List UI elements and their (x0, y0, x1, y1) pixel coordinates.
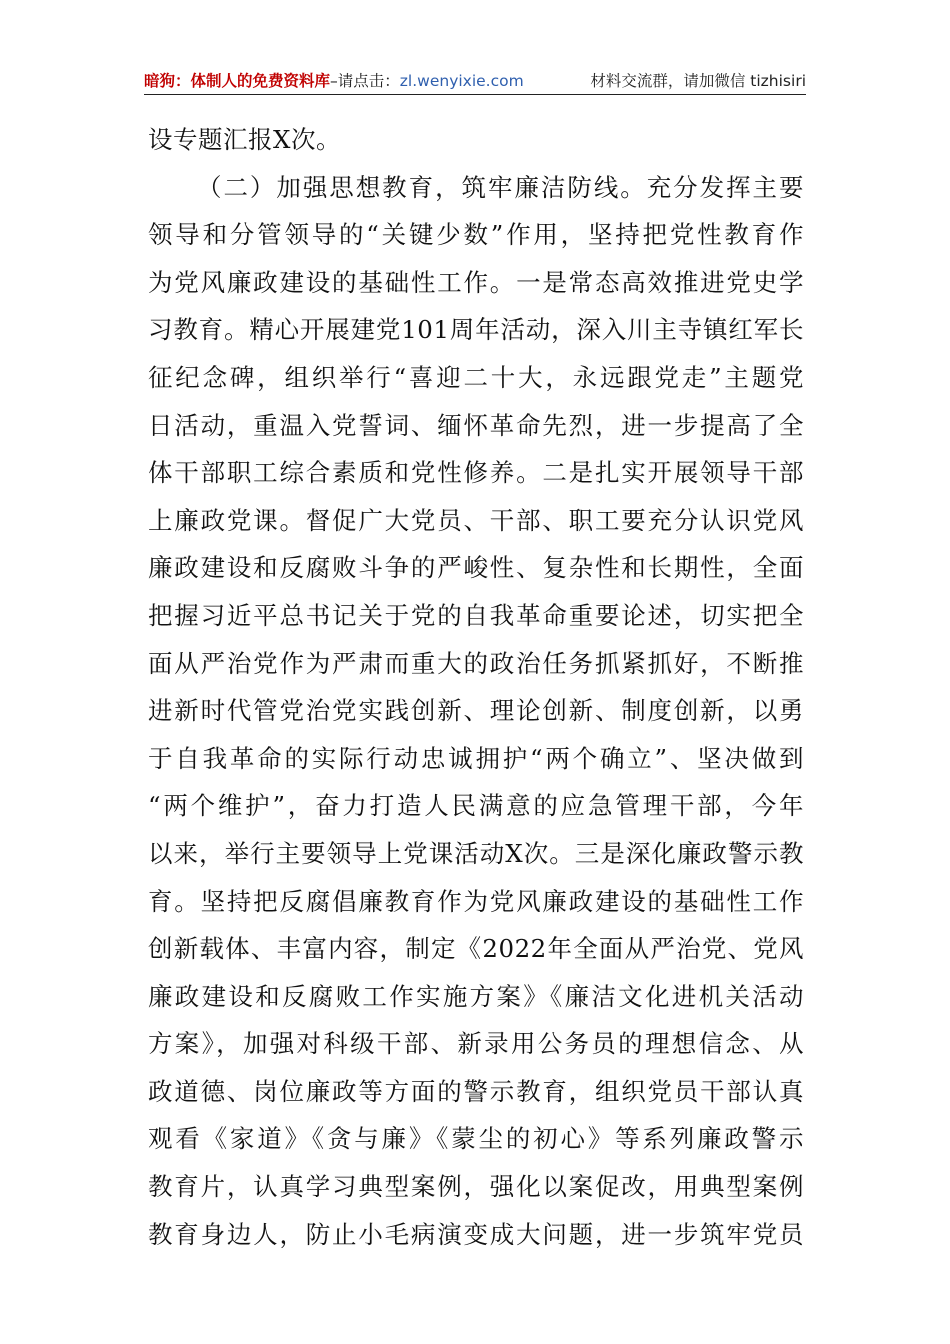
page-header (144, 68, 806, 95)
header-link-prefix: –请点击： (330, 72, 400, 90)
header-left (144, 68, 524, 94)
body-line: 把握习近平总书记关于党的自我革命重要论述，切实把全 (148, 600, 804, 630)
body-line: 面从严治党作为严肃而重大的政治任务抓紧抓好，不断推 (148, 648, 804, 678)
header-brand: 暗狗：体制人的免费资料库 (144, 72, 331, 90)
header-contact: 材料交流群，请加微信 tizhisiri (590, 72, 806, 90)
header-link[interactable]: zl.wenyixie.com (399, 72, 524, 90)
body-line: 上廉政党课。督促广大党员、干部、职工要充分认识党风 (148, 505, 804, 535)
body-line: （二）加强思想教育，筑牢廉洁防线。充分发挥主要 (197, 172, 804, 202)
body-line: 政道德、岗位廉政等方面的警示教育，组织党员干部认真 (148, 1076, 804, 1106)
body-line: 观看《家道》《贪与廉》《蒙尘的初心》等系列廉政警示 (148, 1124, 804, 1154)
body-line: 以来，举行主要领导上党课活动X次。三是深化廉政警示教 (148, 838, 804, 868)
body-line: 廉政建设和反腐败斗争的严峻性、复杂性和长期性，全面 (148, 553, 804, 583)
body-line: 廉政建设和反腐败工作实施方案》《廉洁文化进机关活动 (148, 981, 804, 1011)
document-body (148, 116, 804, 1258)
body-line: 于自我革命的实际行动忠诚拥护“两个确立”、坚决做到 (148, 743, 804, 773)
body-line: 日活动，重温入党誓词、缅怀革命先烈，进一步提高了全 (148, 410, 804, 440)
body-line: 育。坚持把反腐倡廉教育作为党风廉政建设的基础性工作 (148, 886, 804, 916)
body-line: 方案》，加强对科级干部、新录用公务员的理想信念、从 (148, 1029, 804, 1059)
body-line: 进新时代管党治党实践创新、理论创新、制度创新，以勇 (148, 696, 804, 726)
body-line: 领导和分管领导的“关键少数”作用，坚持把党性教育作 (148, 220, 804, 250)
body-line: 教育片，认真学习典型案例，强化以案促改，用典型案例 (148, 1172, 804, 1202)
body-line: 教育身边人，防止小毛病演变成大问题，进一步筑牢党员 (148, 1219, 804, 1249)
body-line: 为党风廉政建设的基础性工作。一是常态高效推进党史学 (148, 267, 804, 297)
body-line: 设专题汇报X次。 (148, 125, 341, 154)
body-line: 习教育。精心开展建党101周年活动，深入川主寺镇红军长 (148, 315, 804, 345)
body-line: “两个维护”，奋力打造人民满意的应急管理干部，今年 (148, 791, 804, 821)
body-line: 体干部职工综合素质和党性修养。二是扎实开展领导干部 (148, 458, 804, 488)
body-line: 创新载体、丰富内容，制定《2022年全面从严治党、党风 (148, 934, 804, 964)
body-line: 征纪念碑，组织举行“喜迎二十大，永远跟党走”主题党 (148, 362, 804, 392)
